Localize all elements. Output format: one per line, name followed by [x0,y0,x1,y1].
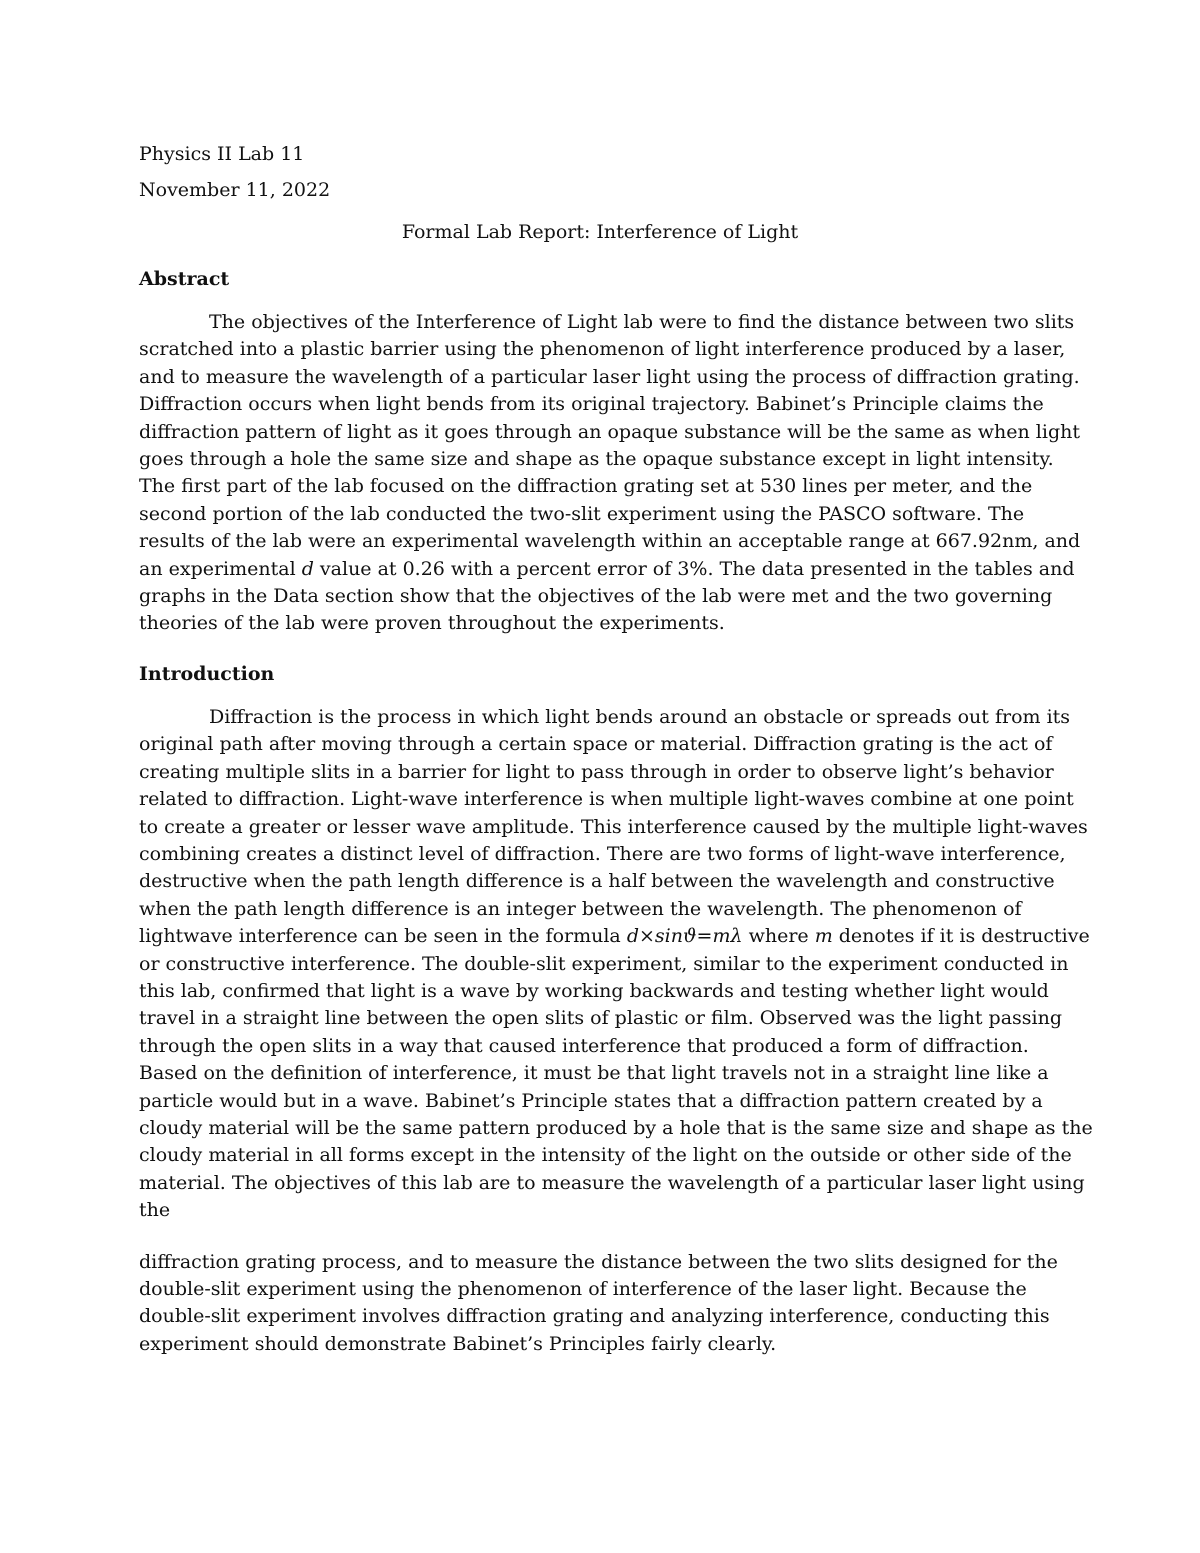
variable-m: m [814,925,833,948]
paragraph-line: double-slit experiment using the phenomenon of interference of the laser light. Because the [139,1278,1027,1300]
paragraph-line: combining creates a distinct level of diffraction. There are two forms of light-wave interference, [139,842,1066,865]
course-label: Physics II Lab 11 [139,143,305,165]
paragraph-line: related to diffraction. Light-wave interference is when multiple light-waves combine at one point [139,788,1074,811]
paragraph-line [139,923,1090,950]
paragraph-line: to create a greater or lesser wave amplitude. This interference caused by the multiple light-waves [139,815,1088,838]
text-run: denotes if it is destructive [832,925,1090,948]
paragraph-line: or constructive interference. The double-slit experiment, similar to the experiment conducted in [139,952,1069,975]
paragraph-line: Diffraction occurs when light bends from its original trajectory. Babinet’s Principle claims the [139,393,1044,416]
paragraph-line: Diffraction is the process in which light bends around an obstacle or spreads out from its [209,705,1071,728]
paragraph-line: second portion of the lab conducted the two-slit experiment using the PASCO software. The [139,502,1025,525]
paragraph-line: results of the lab were an experimental wavelength within an acceptable range at 667.92nm, and [139,530,1081,553]
text-run: value at 0.26 with a percent error of 3%. The data presented in the tables and [313,557,1075,580]
paragraph-line: original path after moving through a certain space or material. Diffraction grating is the act of [139,733,1053,756]
paragraph-line: particle would but in a wave. Babinet’s Principle states that a diffraction pattern created by a [139,1089,1043,1112]
variable-d: d [301,557,314,580]
paragraph-line: The first part of the lab focused on the diffraction grating set at 530 lines per meter, and the [139,475,1033,498]
paragraph-line: the [139,1199,171,1222]
paragraph-line: experiment should demonstrate Babinet’s Principles fairly clearly. [139,1332,777,1355]
paragraph-line: The objectives of the Interference of Light lab were to find the distance between two slits [209,311,1075,333]
document-page [139,140,1093,1358]
paragraph-line: diffraction grating process, and to measure the distance between the two slits designed for the [139,1250,1058,1273]
introduction-continued [139,1249,1061,1359]
report-title: Formal Lab Report: Interference of Light [401,221,799,243]
paragraph-line: diffraction pattern of light as it goes through an opaque substance will be the same as when light [139,420,1080,443]
paragraph-line: cloudy material in all forms except in the intensity of the light on the outside or other side of the [139,1144,1072,1167]
paragraph-line: this lab, confirmed that light is a wave by working backwards and testing whether light would [139,979,1049,1002]
paragraph-line: through the open slits in a way that caused interference that produced a form of diffraction. [139,1034,1029,1057]
paragraph-line: goes through a hole the same size and shape as the opaque substance except in light intensity. [139,448,1054,471]
paragraph-line: and to measure the wavelength of a particular laser light using the process of diffraction grating. [139,365,1080,388]
paragraph-line: double-slit experiment involves diffraction grating and analyzing interference, conducting this [139,1305,1050,1328]
text-run: an experimental [139,557,302,580]
paragraph-line: scratched into a plastic barrier using the phenomenon of light interference produced by a laser, [139,338,1066,361]
paragraph-line [139,556,1075,583]
text-run: where [742,925,815,948]
paragraph-line: cloudy material will be the same pattern produced by a hole that is the same size and shape as the [139,1116,1093,1139]
paragraph-line: destructive when the path length difference is a half between the wavelength and constructive [139,870,1055,893]
report-date: November 11, 2022 [139,179,331,201]
paragraph-line: Based on the definition of interference, it must be that light travels not in a straight line like a [139,1062,1049,1085]
abstract-heading: Abstract [139,268,230,290]
paragraph-line: graphs in the Data section show that the objectives of the lab were met and the two governing [139,585,1053,608]
paragraph-line: travel in a straight line between the open slits of plastic or film. Observed was the light passing [139,1007,1063,1030]
introduction-paragraph [139,704,1093,1225]
text-run: lightwave interference can be seen in the formula [139,925,627,948]
paragraph-line: when the path length difference is an integer between the wavelength. The phenomenon of [139,897,1022,920]
abstract-paragraph [139,309,1081,638]
formula: d×sinϑ=mλ [626,925,743,948]
paragraph-line: theories of the lab were proven throughout the experiments. [139,612,725,635]
paragraph-line: creating multiple slits in a barrier for light to pass through in order to observe light’s behavior [139,760,1054,783]
introduction-heading: Introduction [139,662,275,685]
paragraph-line: material. The objectives of this lab are to measure the wavelength of a particular laser light using [139,1171,1085,1194]
